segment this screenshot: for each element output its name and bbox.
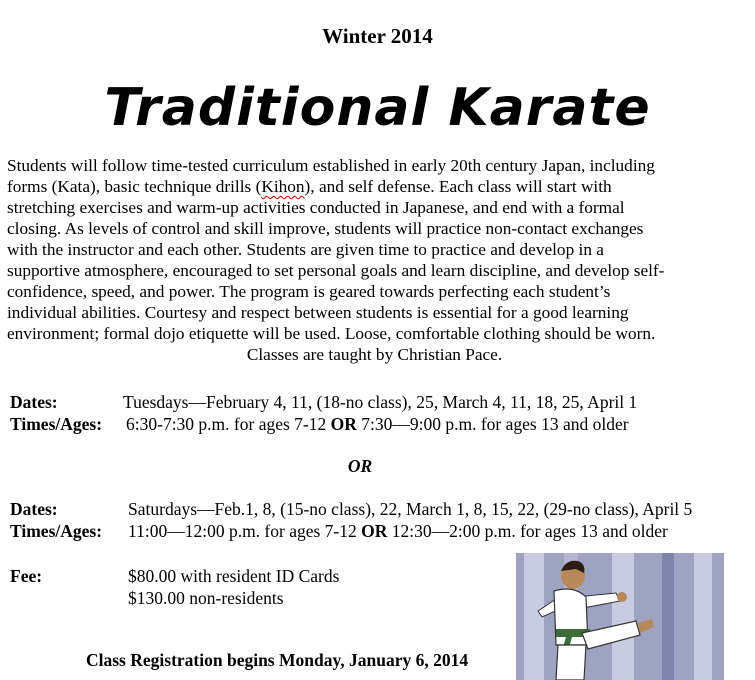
image-stripe [694,553,712,680]
fee-label: Fee: [10,566,43,586]
figure-fist [617,592,627,602]
registration-notice: Class Registration begins Monday, January 6, 2014 [86,650,469,670]
session1-times-row [10,414,629,435]
session2-times-b: 12:30—2:00 p.m. for ages 13 and older [387,521,668,541]
instructor-line: Classes are taught by Christian Pace. [246,345,503,364]
description-line: Students will follow time-tested curriculum established in early 20th century Japan, including [7,156,655,175]
description-line [7,176,742,197]
description-line: closing. As levels of control and skill improve, students will practice non-contact exchanges [7,219,644,238]
karate-kicker-icon [516,553,724,680]
fee-nonresident-row [128,588,284,609]
session2-times-row [10,521,668,542]
season-heading: Winter 2014 [322,24,433,48]
description-paragraph [7,155,742,365]
fee-nonresident: $130.00 non-residents [128,588,284,608]
image-stripe [524,553,544,680]
description-line: individual abilities. Courtesy and respect between students is essential for a good learning [7,303,629,322]
image-stripe [612,553,634,680]
spellcheck-word: Kihon [261,177,305,196]
dates-label: Dates: [10,392,58,412]
image-stripe [662,553,674,680]
session1-times-b: 7:30—9:00 p.m. for ages 13 and older [356,414,629,434]
session2-dates: Saturdays—Feb.1, 8, (15-no class), 22, March 1, 8, 15, 22, (29-no class), April 5 [128,499,693,519]
description-line: with the instructor and each other. Students are given time to practice and develop in a [7,240,604,259]
description-line: environment; formal dojo etiquette will be used. Loose, comfortable clothing should be worn. [7,324,656,343]
or-separator: OR [347,456,373,476]
times-ages-label: Times/Ages: [10,414,103,434]
session2-times-a: 11:00—12:00 p.m. for ages 7-12 [128,521,362,541]
description-line: confidence, speed, and power. The program is geared towards perfecting each student’s [7,282,611,301]
figure-standing-leg [556,645,586,680]
session1-times-a: 6:30-7:30 p.m. for ages 7-12 [126,414,331,434]
description-line: supportive atmosphere, encouraged to set personal goals and learn discipline, and develop self- [7,261,665,280]
page-title: Traditional Karate [104,78,651,138]
fee-resident: $80.00 with resident ID Cards [128,566,340,586]
fee-row [10,566,339,587]
description-line: stretching exercises and warm-up activities conducted in Japanese, and end with a formal [7,198,625,217]
times-ages-label: Times/Ages: [10,521,103,541]
description-text: ), and self defense. Each class will start with [304,177,612,196]
session1-dates-row [10,392,637,413]
or-keyword: OR [361,521,388,541]
dates-label: Dates: [10,499,58,519]
or-keyword: OR [330,414,357,434]
description-text: forms (Kata), basic technique drills ( [7,177,262,196]
session2-dates-row [10,499,692,520]
session1-dates: Tuesdays—February 4, 11, (18-no class), 25, March 4, 11, 18, 25, April 1 [123,392,638,412]
